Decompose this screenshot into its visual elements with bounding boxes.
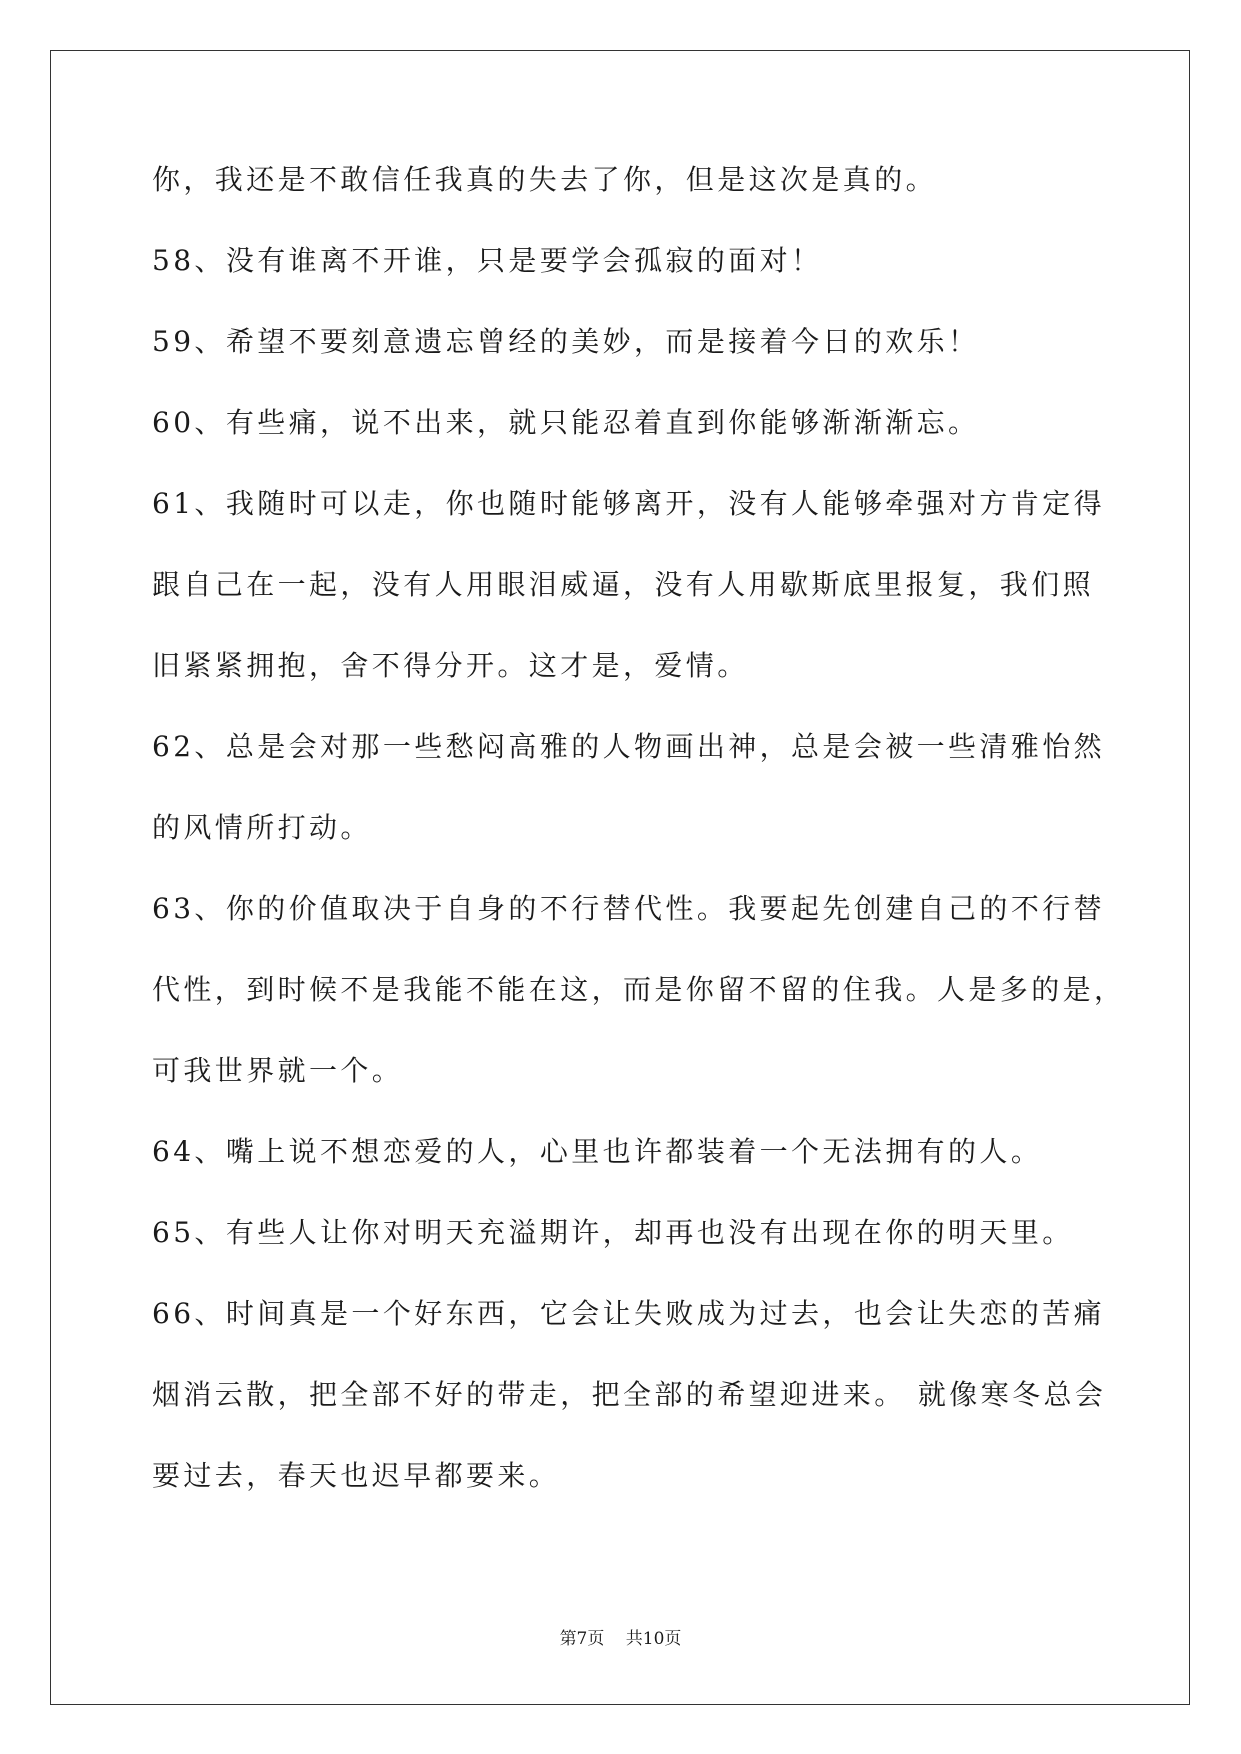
text-line: 旧紧紧拥抱，舍不得分开。这才是，爱情。 [152, 649, 749, 682]
text-line: 66、时间真是一个好东西，它会让失败成为过去，也会让失恋的苦痛 [152, 1297, 1106, 1330]
text-line: 63、你的价值取决于自身的不行替代性。我要起先创建自己的不行替 [152, 892, 1106, 925]
page-number-total: 共10页 [625, 1629, 682, 1649]
text-line: 的风情所打动。 [152, 811, 372, 844]
text-line: 61、我随时可以走，你也随时能够离开，没有人能够牵强对方肯定得 [152, 487, 1106, 520]
text-line: 你，我还是不敢信任我真的失去了你，但是这次是真的。 [152, 163, 938, 196]
text-line: 62、总是会对那一些愁闷高雅的人物画出神，总是会被一些清雅怡然 [152, 730, 1106, 763]
text-line: 65、有些人让你对明天充溢期许，却再也没有出现在你的明天里。 [152, 1216, 1074, 1249]
text-line: 代性，到时候不是我能不能在这，而是你留不留的住我。人是多的是， [152, 973, 1126, 1006]
text-line: 64、嘴上说不想恋爱的人，心里也许都装着一个无法拥有的人。 [152, 1135, 1043, 1168]
page-number-current: 第7页 [559, 1629, 605, 1649]
text-line: 要过去，春天也迟早都要来。 [152, 1459, 561, 1492]
text-line: 可我世界就一个。 [152, 1054, 404, 1087]
text-line: 60、有些痛，说不出来，就只能忍着直到你能够渐渐渐忘。 [152, 406, 980, 439]
text-line: 58、没有谁离不开谁，只是要学会孤寂的面对！ [152, 244, 823, 277]
page-footer [0, 1629, 1241, 1649]
text-line: 跟自己在一起，没有人用眼泪威逼，没有人用歇斯底里报复，我们照 [152, 568, 1095, 601]
document-body [152, 162, 1126, 1539]
text-line: 烟消云散，把全部不好的带走，把全部的希望迎进来。 就像寒冬总会 [152, 1378, 1107, 1411]
text-line: 59、希望不要刻意遗忘曾经的美妙，而是接着今日的欢乐！ [152, 325, 980, 358]
